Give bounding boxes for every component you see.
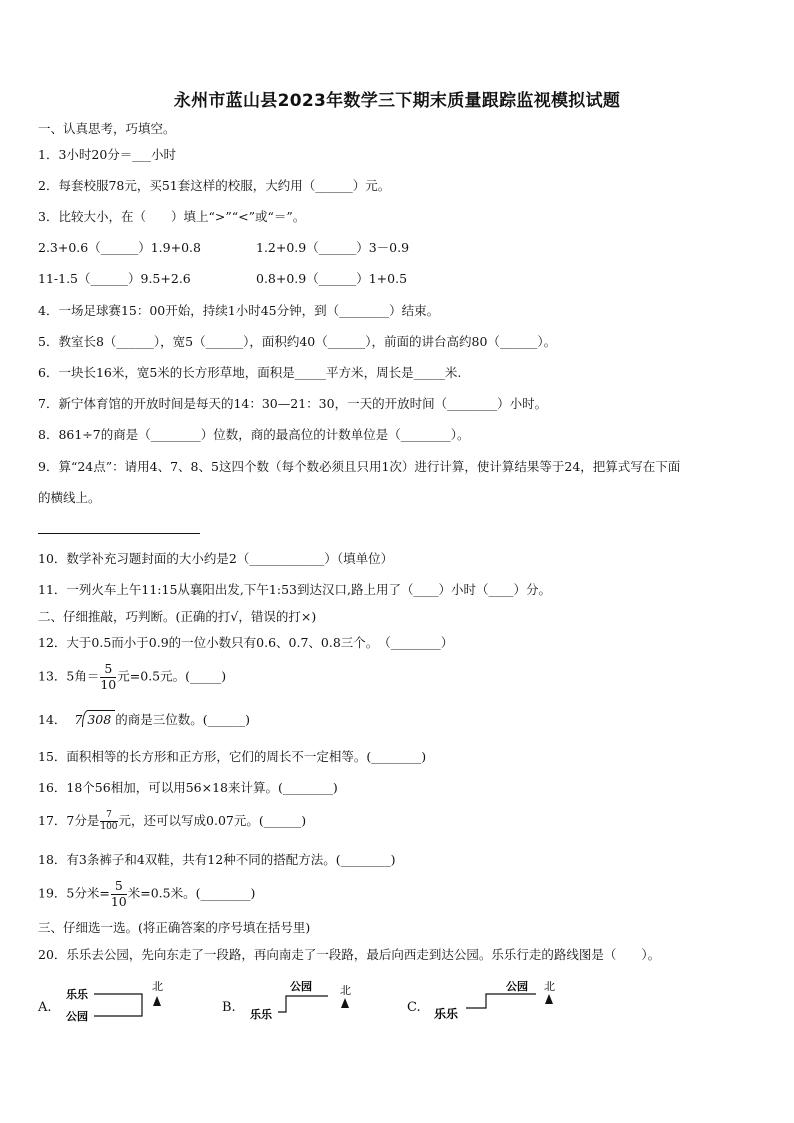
option-c-end: 公园 (506, 980, 528, 993)
q19-denominator: 10 (110, 893, 127, 909)
q14-divisor: 7 (74, 712, 83, 727)
question-2: 2．每套校服78元，买51套这样的校服，大约用（______）元。 (38, 178, 391, 193)
question-3d: 0.8+0.9（______）1+0.5 (256, 271, 408, 286)
option-b-route-diagram (248, 980, 358, 1030)
option-b-north: 北 (340, 984, 351, 997)
q19-prefix: 19．5分米= (38, 885, 110, 901)
q13-suffix: 元=0.5元。(_____) (117, 668, 227, 684)
question-3c: 11-1.5（______）9.5+2.6 (38, 271, 191, 286)
question-3: 3．比较大小，在（ ）填上“>”“<”或“＝”。 (38, 209, 306, 224)
question-10: 10．数学补充习题封面的大小约是2（____________）（填单位） (38, 551, 394, 566)
option-b-start: 乐乐 (250, 1008, 272, 1021)
q13-prefix: 13．5角＝ (38, 668, 100, 684)
question-5: 5．教室长8（______），宽5（______），面积约40（______），前面的讲台高约80（______）。 (38, 334, 557, 349)
question-7: 7．新宁体育馆的开放时间是每天的14：30—21：30，一天的开放时间（________）小时。 (38, 396, 548, 411)
question-18: 18．有3条裤子和4双鞋，共有12种不同的搭配方法。(________) (38, 852, 396, 867)
page-title: 永州市蓝山县2023年数学三下期末质量跟踪监视模拟试题 (173, 91, 621, 111)
q13-numerator: 5 (100, 663, 116, 678)
q17-prefix: 17．7分是 (38, 813, 100, 828)
question-4: 4．一场足球赛15：00开始，持续1小时45分钟，到（________）结束。 (38, 303, 440, 318)
q19-fraction (111, 880, 127, 908)
option-a-north-arrow-icon (153, 996, 161, 1006)
option-b-label: B. (222, 1000, 236, 1015)
section-2-heading: 二、仔细推敲，巧判断。(正确的打√，错误的打×) (38, 609, 317, 624)
q14-dividend: 308 (82, 710, 115, 727)
question-9-line-2: 的横线上。 (38, 490, 101, 505)
option-a-end: 公园 (66, 1010, 88, 1023)
q19-numerator: 5 (111, 880, 127, 895)
option-c-route-diagram (432, 980, 562, 1030)
option-a-label: A. (38, 1000, 52, 1015)
option-a-route-diagram (64, 980, 174, 1030)
question-9-line-1: 9．算“24点”：请用4、7、8、5这四个数（每个数必须且只用1次）进行计算，使计算结果等于24，把算式写在下面 (38, 459, 681, 474)
option-c-north: 北 (544, 980, 555, 993)
q17-fraction (100, 811, 117, 832)
option-a-north: 北 (152, 980, 163, 993)
option-a-route (94, 994, 142, 1016)
q19-suffix: 米=0.5米。(________) (127, 885, 256, 901)
q17-suffix: 元，还可以写成0.07元。(______) (118, 813, 307, 828)
question-20: 20．乐乐去公园，先向东走了一段路，再向南走了一段路，最后向西走到达公园。乐乐行走的路线图是（ ）。 (38, 947, 661, 962)
q14-suffix: 的商是三位数。(______) (115, 712, 250, 727)
q13-fraction (100, 663, 116, 691)
question-8: 8．861÷7的商是（________）位数，商的最高位的计数单位是（________）。 (38, 427, 470, 442)
option-c-route (466, 994, 536, 1008)
option-c-start: 乐乐 (434, 1007, 459, 1021)
option-b-north-arrow-icon (341, 998, 349, 1008)
question-16: 16．18个56相加，可以用56×18来计算。(________) (38, 780, 338, 795)
option-a-start: 乐乐 (66, 988, 88, 1001)
q17-denominator: 100 (100, 822, 118, 832)
question-6: 6．一块长16米，宽5米的长方形草地，面积是_____平方米，周长是_____米. (38, 365, 462, 380)
question-13 (38, 663, 226, 691)
section-1-heading: 一、认真思考，巧填空。 (38, 121, 176, 136)
question-17 (38, 810, 306, 832)
question-11: 11．一列火车上午11:15从襄阳出发,下午1:53到达汉口,路上用了（____）小时（____）分。 (38, 582, 551, 597)
option-c-north-arrow-icon (545, 994, 553, 1004)
question-1: 1．3小时20分＝___小时 (38, 147, 177, 162)
option-b-route (278, 996, 328, 1012)
question-3a: 2.3+0.6（______）1.9+0.8 (38, 240, 201, 255)
option-c-label: C. (407, 1000, 421, 1015)
q13-denominator: 10 (100, 676, 117, 692)
question-12: 12．大于0.5而小于0.9的一位小数只有0.6、0.7、0.8三个。 （________） (38, 635, 454, 650)
option-b-end: 公园 (290, 980, 312, 993)
q17-numerator: 7 (100, 811, 117, 822)
question-19 (38, 880, 255, 908)
long-division-symbol (66, 711, 115, 729)
question-15: 15．面积相等的长方形和正方形，它们的周长不一定相等。(________) (38, 749, 427, 764)
q14-prefix: 14． (38, 712, 67, 727)
section-3-heading: 三、仔细选一选。(将正确答案的序号填在括号里) (38, 920, 311, 935)
answer-blank-line (38, 533, 200, 534)
question-3b: 1.2+0.9（______）3－0.9 (256, 240, 410, 255)
question-14 (38, 711, 250, 729)
